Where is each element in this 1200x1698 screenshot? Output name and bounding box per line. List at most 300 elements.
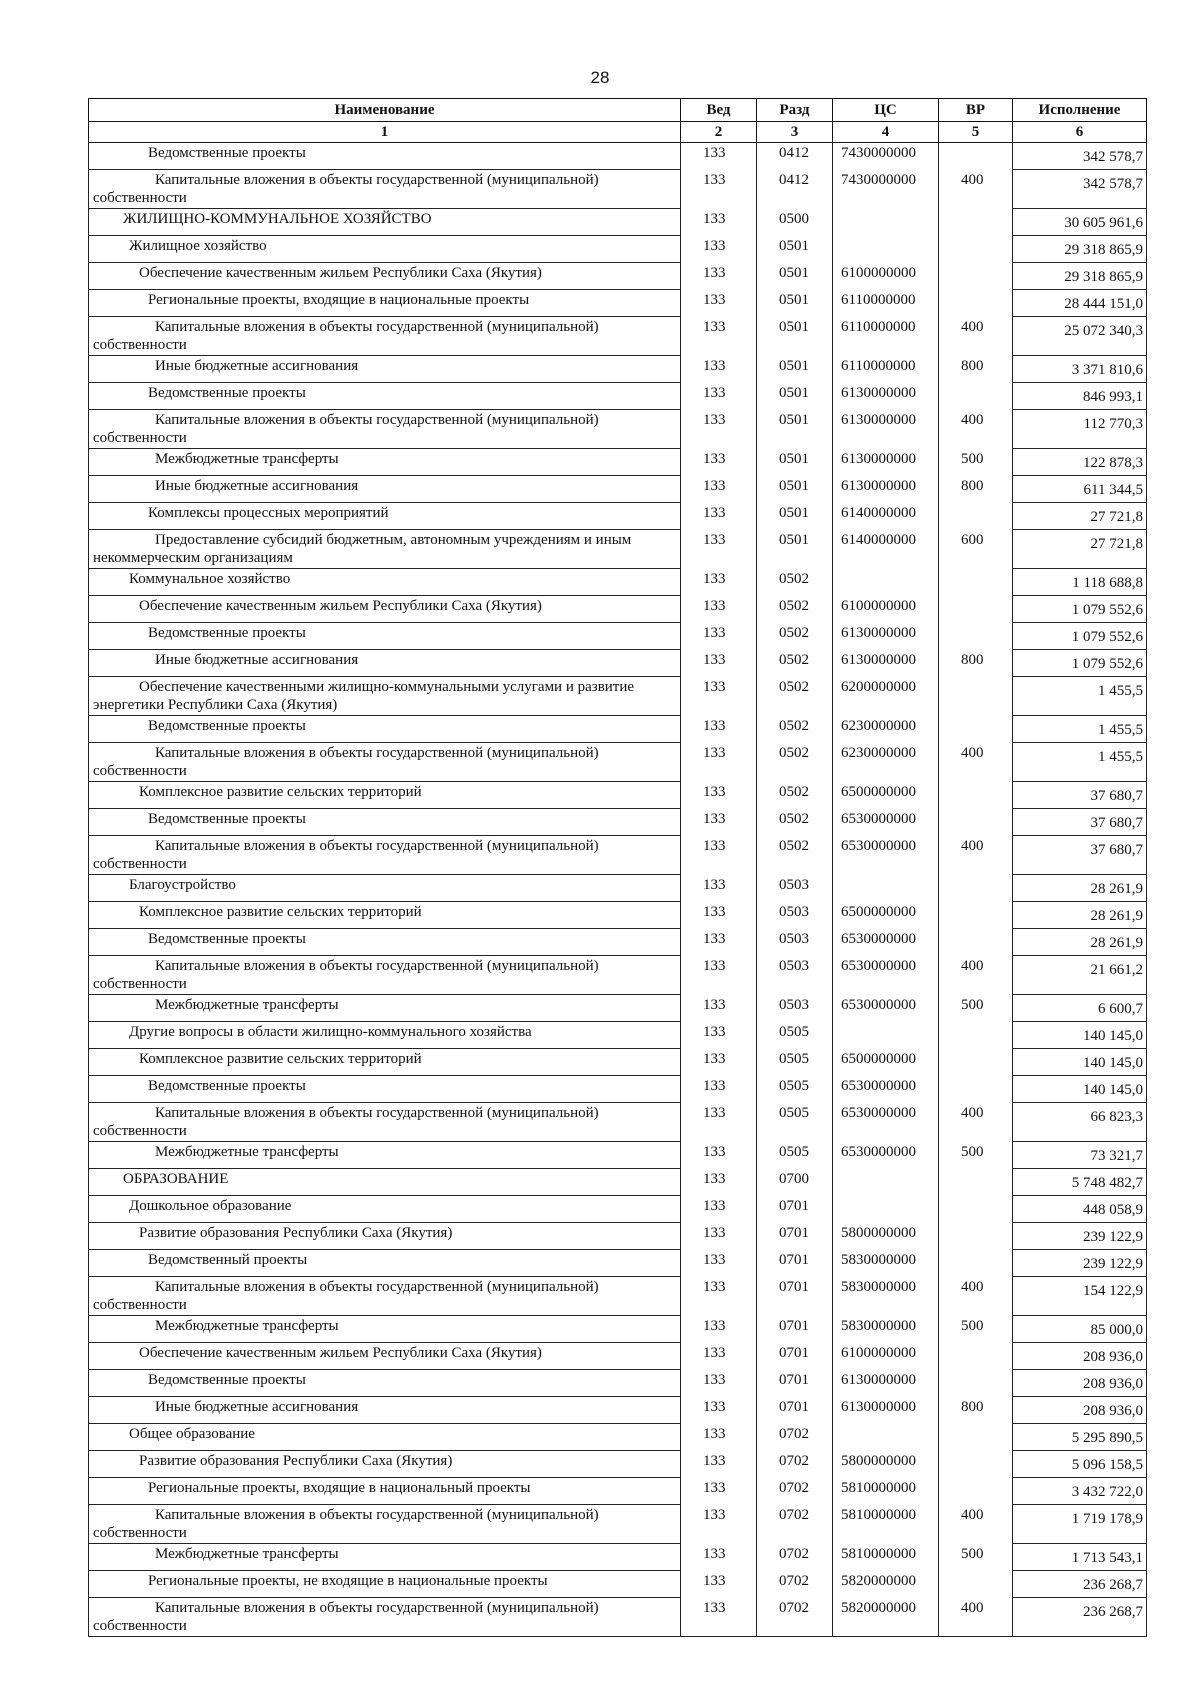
row-vr: 800 <box>939 356 1013 383</box>
table-row <box>89 782 1147 809</box>
row-name-text: Комплексное развитие сельских территорий <box>139 784 422 800</box>
row-razd: 0412 <box>757 143 833 170</box>
row-cs: 6530000000 <box>833 809 939 836</box>
row-ved: 133 <box>681 1103 757 1142</box>
row-amount: 140 145,0 <box>1013 1022 1147 1049</box>
row-ved: 133 <box>681 170 757 209</box>
row-name-text: Ведомственные проекты <box>148 1372 306 1388</box>
row-name-text: Другие вопросы в области жилищно-коммунального хозяйства <box>129 1024 532 1040</box>
table-row <box>89 1343 1147 1370</box>
row-amount: 5 748 482,7 <box>1013 1169 1147 1196</box>
table-row <box>89 1142 1147 1169</box>
row-name <box>89 1277 681 1316</box>
row-amount: 3 432 722,0 <box>1013 1478 1147 1505</box>
row-vr <box>939 782 1013 809</box>
row-amount: 28 261,9 <box>1013 875 1147 902</box>
row-cs: 6200000000 <box>833 677 939 716</box>
row-amount: 28 261,9 <box>1013 929 1147 956</box>
row-cs: 6530000000 <box>833 836 939 875</box>
row-razd: 0701 <box>757 1223 833 1250</box>
row-name-text: Капитальные вложения в объекты государственной (муниципальной) собственности <box>93 958 599 992</box>
row-amount: 342 578,7 <box>1013 143 1147 170</box>
table-row <box>89 410 1147 449</box>
row-name <box>89 1022 681 1049</box>
row-razd: 0501 <box>757 410 833 449</box>
row-name-text: Капитальные вложения в объекты государственной (муниципальной) собственности <box>93 1105 599 1139</box>
row-cs: 6130000000 <box>833 1370 939 1397</box>
row-name-text: Комплексы процессных мероприятий <box>148 505 389 521</box>
row-name-text: Межбюджетные трансферты <box>155 1144 339 1160</box>
row-name <box>89 782 681 809</box>
row-name <box>89 1370 681 1397</box>
table-row <box>89 1277 1147 1316</box>
row-razd: 0701 <box>757 1277 833 1316</box>
row-amount: 27 721,8 <box>1013 530 1147 569</box>
row-amount: 208 936,0 <box>1013 1370 1147 1397</box>
row-amount: 1 455,5 <box>1013 716 1147 743</box>
table-row <box>89 836 1147 875</box>
row-cs: 6100000000 <box>833 596 939 623</box>
row-cs: 6530000000 <box>833 1142 939 1169</box>
row-razd: 0702 <box>757 1571 833 1598</box>
row-name <box>89 503 681 530</box>
row-cs: 6530000000 <box>833 956 939 995</box>
row-ved: 133 <box>681 1250 757 1277</box>
row-cs: 5830000000 <box>833 1250 939 1277</box>
row-amount: 239 122,9 <box>1013 1223 1147 1250</box>
row-name <box>89 236 681 263</box>
row-name <box>89 995 681 1022</box>
table-row <box>89 902 1147 929</box>
row-name-text: Региональные проекты, входящие в национальный проекты <box>148 1480 531 1496</box>
row-razd: 0502 <box>757 716 833 743</box>
row-ved: 133 <box>681 1022 757 1049</box>
table-row <box>89 716 1147 743</box>
row-amount: 1 455,5 <box>1013 677 1147 716</box>
row-razd: 0505 <box>757 1049 833 1076</box>
row-amount: 140 145,0 <box>1013 1076 1147 1103</box>
row-name-text: Региональные проекты, не входящие в национальные проекты <box>148 1573 548 1589</box>
row-ved: 133 <box>681 1076 757 1103</box>
row-vr <box>939 236 1013 263</box>
row-vr <box>939 1370 1013 1397</box>
row-razd: 0505 <box>757 1022 833 1049</box>
row-ved: 133 <box>681 1223 757 1250</box>
row-cs: 6500000000 <box>833 902 939 929</box>
row-vr: 500 <box>939 1316 1013 1343</box>
row-cs <box>833 1196 939 1223</box>
row-name <box>89 875 681 902</box>
table-row <box>89 1076 1147 1103</box>
row-name <box>89 1142 681 1169</box>
row-vr <box>939 569 1013 596</box>
row-razd: 0501 <box>757 356 833 383</box>
row-cs <box>833 1424 939 1451</box>
row-name-text: Капитальные вложения в объекты государственной (муниципальной) собственности <box>93 319 599 353</box>
row-ved: 133 <box>681 449 757 476</box>
row-cs: 5800000000 <box>833 1223 939 1250</box>
row-amount: 208 936,0 <box>1013 1343 1147 1370</box>
row-cs: 6100000000 <box>833 1343 939 1370</box>
row-ved: 133 <box>681 902 757 929</box>
row-name-text: ОБРАЗОВАНИЕ <box>123 1171 229 1187</box>
row-name <box>89 956 681 995</box>
row-amount: 122 878,3 <box>1013 449 1147 476</box>
row-name <box>89 1049 681 1076</box>
row-amount: 1 455,5 <box>1013 743 1147 782</box>
row-vr <box>939 875 1013 902</box>
row-vr <box>939 209 1013 236</box>
table-row <box>89 596 1147 623</box>
row-name-text: Иные бюджетные ассигнования <box>155 478 359 494</box>
row-ved: 133 <box>681 836 757 875</box>
column-number: 5 <box>939 122 1013 143</box>
row-ved: 133 <box>681 623 757 650</box>
row-name-text: Капитальные вложения в объекты государственной (муниципальной) собственности <box>93 1279 599 1313</box>
row-ved: 133 <box>681 782 757 809</box>
row-ved: 133 <box>681 290 757 317</box>
table-row <box>89 743 1147 782</box>
table-row <box>89 1223 1147 1250</box>
row-ved: 133 <box>681 1598 757 1637</box>
row-name <box>89 1424 681 1451</box>
table-row <box>89 569 1147 596</box>
row-razd: 0701 <box>757 1316 833 1343</box>
table-row <box>89 1598 1147 1637</box>
row-cs: 6530000000 <box>833 1103 939 1142</box>
column-header-amount: Исполнение <box>1013 99 1147 122</box>
row-cs: 6130000000 <box>833 449 939 476</box>
row-amount: 112 770,3 <box>1013 410 1147 449</box>
row-razd: 0502 <box>757 809 833 836</box>
row-ved: 133 <box>681 1049 757 1076</box>
row-amount: 6 600,7 <box>1013 995 1147 1022</box>
column-header-ved: Вед <box>681 99 757 122</box>
row-name <box>89 530 681 569</box>
row-ved: 133 <box>681 1451 757 1478</box>
row-name <box>89 1169 681 1196</box>
row-amount: 611 344,5 <box>1013 476 1147 503</box>
row-razd: 0501 <box>757 383 833 410</box>
row-name-text: Ведомственные проекты <box>148 385 306 401</box>
row-ved: 133 <box>681 1343 757 1370</box>
table-row <box>89 476 1147 503</box>
column-header-name: Наименование <box>89 99 681 122</box>
row-vr: 800 <box>939 650 1013 677</box>
row-cs: 5820000000 <box>833 1598 939 1637</box>
row-razd: 0702 <box>757 1451 833 1478</box>
row-amount: 29 318 865,9 <box>1013 236 1147 263</box>
table-row <box>89 1022 1147 1049</box>
table-row <box>89 809 1147 836</box>
row-razd: 0701 <box>757 1250 833 1277</box>
row-vr <box>939 623 1013 650</box>
row-ved: 133 <box>681 1142 757 1169</box>
row-name <box>89 1076 681 1103</box>
row-name-text: Ведомственные проекты <box>148 931 306 947</box>
header-row <box>89 99 1147 122</box>
row-name-text: Обеспечение качественным жильем Республики Саха (Якутия) <box>139 598 542 614</box>
row-razd: 0701 <box>757 1370 833 1397</box>
row-cs: 6500000000 <box>833 1049 939 1076</box>
table-row <box>89 929 1147 956</box>
row-amount: 239 122,9 <box>1013 1250 1147 1277</box>
row-name <box>89 716 681 743</box>
row-cs: 6230000000 <box>833 716 939 743</box>
row-vr: 400 <box>939 410 1013 449</box>
row-name <box>89 929 681 956</box>
row-razd: 0501 <box>757 503 833 530</box>
row-name-text: Капитальные вложения в объекты государственной (муниципальной) собственности <box>93 412 599 446</box>
row-vr: 600 <box>939 530 1013 569</box>
row-vr <box>939 1250 1013 1277</box>
row-vr: 400 <box>939 836 1013 875</box>
row-ved: 133 <box>681 875 757 902</box>
row-vr <box>939 1049 1013 1076</box>
row-vr <box>939 1424 1013 1451</box>
row-cs <box>833 569 939 596</box>
row-razd: 0501 <box>757 530 833 569</box>
row-razd: 0505 <box>757 1076 833 1103</box>
row-name-text: Ведомственные проекты <box>148 145 306 161</box>
row-cs: 5800000000 <box>833 1451 939 1478</box>
row-razd: 0502 <box>757 677 833 716</box>
row-vr <box>939 1571 1013 1598</box>
row-ved: 133 <box>681 716 757 743</box>
row-vr <box>939 929 1013 956</box>
row-amount: 28 261,9 <box>1013 902 1147 929</box>
table-row <box>89 356 1147 383</box>
row-amount: 66 823,3 <box>1013 1103 1147 1142</box>
row-cs: 6530000000 <box>833 929 939 956</box>
row-name-text: Межбюджетные трансферты <box>155 1546 339 1562</box>
row-name-text: Капитальные вложения в объекты государственной (муниципальной) собственности <box>93 1507 599 1541</box>
row-ved: 133 <box>681 410 757 449</box>
table-body <box>89 143 1147 1637</box>
table-row <box>89 170 1147 209</box>
table-row <box>89 1049 1147 1076</box>
row-ved: 133 <box>681 263 757 290</box>
row-name-text: Иные бюджетные ассигнования <box>155 358 359 374</box>
row-name-text: Благоустройство <box>129 877 236 893</box>
row-ved: 133 <box>681 956 757 995</box>
row-razd: 0502 <box>757 836 833 875</box>
table-row <box>89 530 1147 569</box>
row-vr: 500 <box>939 1142 1013 1169</box>
row-name-text: Иные бюджетные ассигнования <box>155 652 359 668</box>
table-row <box>89 1571 1147 1598</box>
row-cs: 6530000000 <box>833 1076 939 1103</box>
row-name <box>89 1250 681 1277</box>
page-number: 28 <box>590 68 610 87</box>
row-razd: 0701 <box>757 1196 833 1223</box>
row-razd: 0702 <box>757 1424 833 1451</box>
header-numbers-row <box>89 122 1147 143</box>
table-row <box>89 1370 1147 1397</box>
table-row <box>89 317 1147 356</box>
row-amount: 30 605 961,6 <box>1013 209 1147 236</box>
row-razd: 0503 <box>757 902 833 929</box>
row-vr <box>939 383 1013 410</box>
row-name <box>89 623 681 650</box>
row-vr <box>939 503 1013 530</box>
row-vr: 400 <box>939 317 1013 356</box>
row-vr <box>939 263 1013 290</box>
row-name <box>89 1598 681 1637</box>
column-number: 4 <box>833 122 939 143</box>
table-row <box>89 209 1147 236</box>
row-name-text: Развитие образования Республики Саха (Якутия) <box>139 1225 453 1241</box>
row-amount: 25 072 340,3 <box>1013 317 1147 356</box>
row-cs: 6530000000 <box>833 995 939 1022</box>
row-name-text: Дошкольное образование <box>129 1198 292 1214</box>
table-row <box>89 1451 1147 1478</box>
row-ved: 133 <box>681 356 757 383</box>
row-amount: 37 680,7 <box>1013 782 1147 809</box>
row-cs: 6110000000 <box>833 290 939 317</box>
row-cs: 5830000000 <box>833 1277 939 1316</box>
row-ved: 133 <box>681 236 757 263</box>
row-cs <box>833 236 939 263</box>
row-cs: 7430000000 <box>833 170 939 209</box>
row-cs <box>833 1022 939 1049</box>
row-ved: 133 <box>681 596 757 623</box>
row-razd: 0502 <box>757 743 833 782</box>
row-vr <box>939 143 1013 170</box>
table-row <box>89 290 1147 317</box>
row-cs: 6140000000 <box>833 530 939 569</box>
row-name-text: Общее образование <box>129 1426 255 1442</box>
row-vr <box>939 1076 1013 1103</box>
row-amount: 236 268,7 <box>1013 1598 1147 1637</box>
row-vr <box>939 1022 1013 1049</box>
row-razd: 0502 <box>757 623 833 650</box>
row-razd: 0501 <box>757 290 833 317</box>
row-cs: 6130000000 <box>833 623 939 650</box>
row-ved: 133 <box>681 383 757 410</box>
row-razd: 0501 <box>757 317 833 356</box>
row-ved: 133 <box>681 650 757 677</box>
column-header-cs: ЦС <box>833 99 939 122</box>
table-row <box>89 1478 1147 1505</box>
row-name-text: Обеспечение качественным жильем Республики Саха (Якутия) <box>139 1345 542 1361</box>
row-ved: 133 <box>681 530 757 569</box>
row-name <box>89 1478 681 1505</box>
row-name-text: ЖИЛИЩНО-КОММУНАЛЬНОЕ ХОЗЯЙСТВО <box>123 211 432 227</box>
row-name-text: Предоставление субсидий бюджетным, автономным учреждениям и иным некоммерческим организациям <box>93 532 632 566</box>
row-razd: 0702 <box>757 1544 833 1571</box>
column-number: 2 <box>681 122 757 143</box>
row-cs: 6130000000 <box>833 383 939 410</box>
row-cs: 6140000000 <box>833 503 939 530</box>
row-cs <box>833 875 939 902</box>
row-cs: 6130000000 <box>833 476 939 503</box>
column-number: 1 <box>89 122 681 143</box>
row-cs: 5830000000 <box>833 1316 939 1343</box>
row-razd: 0501 <box>757 476 833 503</box>
row-amount: 3 371 810,6 <box>1013 356 1147 383</box>
row-name <box>89 317 681 356</box>
row-cs: 5810000000 <box>833 1544 939 1571</box>
row-razd: 0501 <box>757 449 833 476</box>
row-razd: 0505 <box>757 1103 833 1142</box>
row-vr <box>939 1169 1013 1196</box>
row-name-text: Обеспечение качественным жильем Республики Саха (Якутия) <box>139 265 542 281</box>
row-amount: 342 578,7 <box>1013 170 1147 209</box>
row-name-text: Комплексное развитие сельских территорий <box>139 1051 422 1067</box>
row-razd: 0702 <box>757 1598 833 1637</box>
row-ved: 133 <box>681 743 757 782</box>
row-vr: 400 <box>939 743 1013 782</box>
column-number: 3 <box>757 122 833 143</box>
row-cs <box>833 1169 939 1196</box>
row-amount: 21 661,2 <box>1013 956 1147 995</box>
row-name <box>89 1343 681 1370</box>
row-cs <box>833 209 939 236</box>
row-name <box>89 263 681 290</box>
row-razd: 0700 <box>757 1169 833 1196</box>
row-ved: 133 <box>681 1169 757 1196</box>
row-name <box>89 1223 681 1250</box>
row-name-text: Межбюджетные трансферты <box>155 1318 339 1334</box>
row-vr: 800 <box>939 1397 1013 1424</box>
row-name-text: Межбюджетные трансферты <box>155 451 339 467</box>
row-ved: 133 <box>681 503 757 530</box>
row-name-text: Капитальные вложения в объекты государственной (муниципальной) собственности <box>93 172 599 206</box>
column-number: 6 <box>1013 122 1147 143</box>
row-name <box>89 356 681 383</box>
row-ved: 133 <box>681 1196 757 1223</box>
row-cs: 5820000000 <box>833 1571 939 1598</box>
row-razd: 0503 <box>757 875 833 902</box>
table-row <box>89 995 1147 1022</box>
row-amount: 846 993,1 <box>1013 383 1147 410</box>
table-row <box>89 383 1147 410</box>
row-name-text: Региональные проекты, входящие в национальные проекты <box>148 292 530 308</box>
row-amount: 1 118 688,8 <box>1013 569 1147 596</box>
row-razd: 0501 <box>757 263 833 290</box>
row-name-text: Жилищное хозяйство <box>129 238 267 254</box>
table-row <box>89 1103 1147 1142</box>
row-ved: 133 <box>681 1571 757 1598</box>
row-razd: 0501 <box>757 236 833 263</box>
row-cs: 6130000000 <box>833 1397 939 1424</box>
row-ved: 133 <box>681 1397 757 1424</box>
row-vr <box>939 1343 1013 1370</box>
row-vr: 500 <box>939 449 1013 476</box>
row-name <box>89 677 681 716</box>
row-cs: 6110000000 <box>833 317 939 356</box>
table-row <box>89 143 1147 170</box>
row-name-text: Капитальные вложения в объекты государственной (муниципальной) собственности <box>93 745 599 779</box>
row-cs: 6110000000 <box>833 356 939 383</box>
row-name <box>89 476 681 503</box>
row-name <box>89 290 681 317</box>
row-vr: 400 <box>939 1598 1013 1637</box>
row-name <box>89 836 681 875</box>
row-name-text: Обеспечение качественными жилищно-коммунальными услугами и развитие энергетики Республики Саха (Якутия) <box>93 679 635 713</box>
row-ved: 133 <box>681 677 757 716</box>
row-name <box>89 902 681 929</box>
row-name <box>89 596 681 623</box>
row-vr <box>939 716 1013 743</box>
row-ved: 133 <box>681 1478 757 1505</box>
row-ved: 133 <box>681 1424 757 1451</box>
row-ved: 133 <box>681 1505 757 1544</box>
row-cs: 6130000000 <box>833 410 939 449</box>
row-vr: 400 <box>939 1277 1013 1316</box>
row-name <box>89 1397 681 1424</box>
